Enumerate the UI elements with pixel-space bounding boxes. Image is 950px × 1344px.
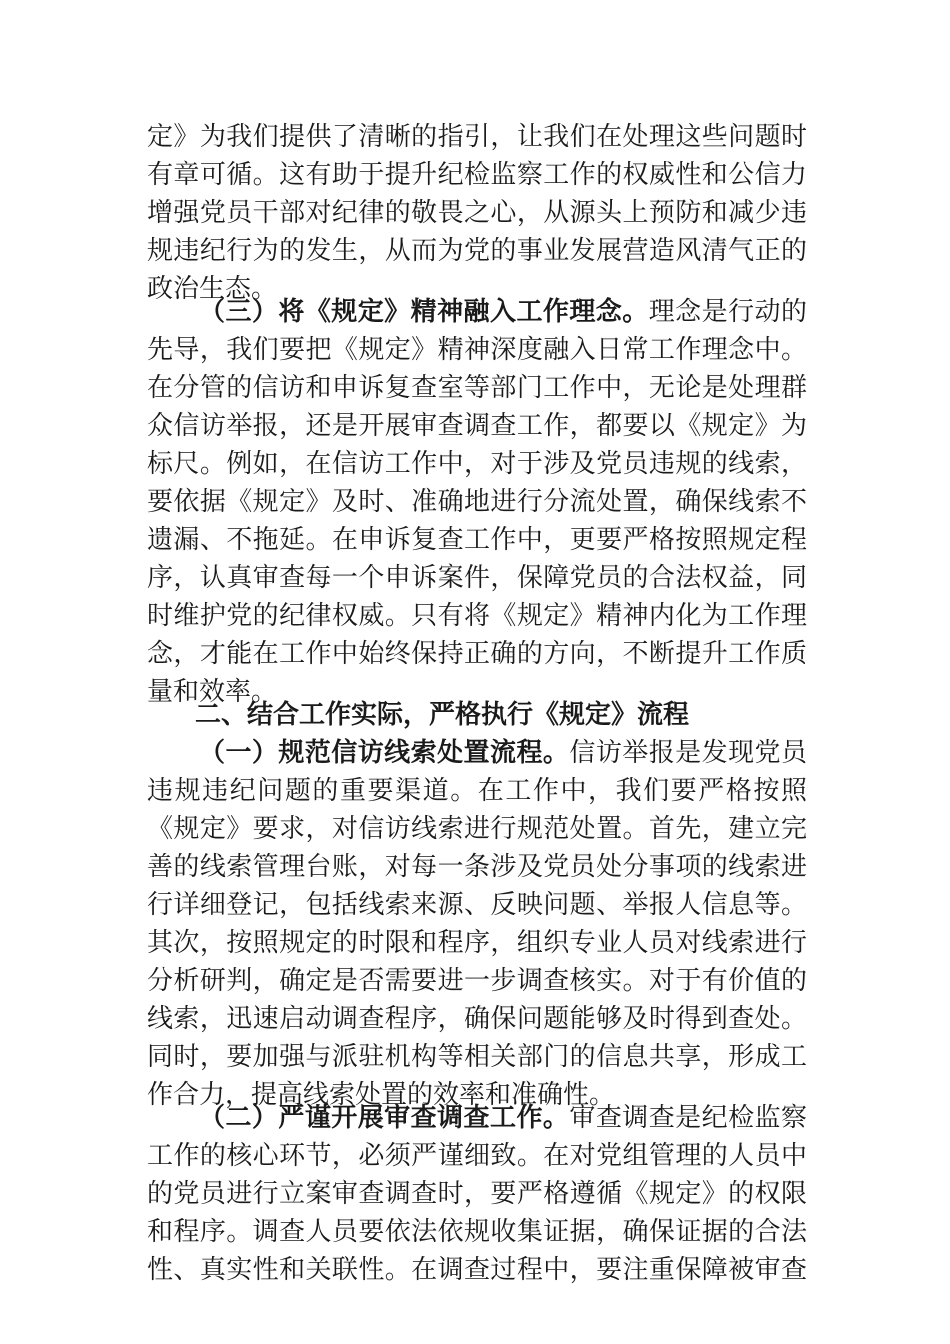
paragraph-line: 性、真实性和关联性。在调查过程中，要注重保障被审查 [147, 1255, 807, 1285]
section-heading: 二、结合工作实际，严格执行《规定》流程 [195, 700, 690, 730]
paragraph-lead: （二）严谨开展审查调查工作。 [199, 1103, 570, 1133]
paragraph-line: 善的线索管理台账，对每一条涉及党员处分事项的线索进 [147, 852, 807, 882]
paragraph-line: 同时，要加强与派驻机构等相关部门的信息共享，形成工 [147, 1042, 807, 1072]
paragraph-line: 序，认真审查每一个申诉案件，保障党员的合法权益，同 [147, 563, 807, 593]
paragraph-line: 工作的核心环节，必须严谨细致。在对党组管理的人员中 [147, 1141, 807, 1171]
paragraph-line: 遗漏、不拖延。在申诉复查工作中，更要严格按照规定程 [147, 525, 807, 555]
paragraph-line: 和程序。调查人员要依法依规收集证据，确保证据的合法 [147, 1217, 807, 1247]
paragraph-line: 先导，我们要把《规定》精神深度融入日常工作理念中。 [147, 335, 807, 365]
paragraph-line: 政治生态。 [147, 274, 278, 304]
paragraph-line: 规违纪行为的发生，从而为党的事业发展营造风清气正的 [147, 236, 807, 266]
paragraph-first-line [199, 1100, 807, 1136]
paragraph-line: 在分管的信访和申诉复查室等部门工作中，无论是处理群 [147, 373, 807, 403]
paragraph-line: 增强党员干部对纪律的敬畏之心，从源头上预防和减少违 [147, 198, 807, 228]
paragraph-line: 行详细登记，包括线索来源、反映问题、举报人信息等。 [147, 890, 807, 920]
paragraph-line: 念，才能在工作中始终保持正确的方向，不断提升工作质 [147, 639, 807, 669]
paragraph-first-rest: 审查调查是纪检监察 [569, 1103, 807, 1133]
paragraph-line: 要依据《规定》及时、准确地进行分流处置，确保线索不 [147, 487, 807, 517]
paragraph-line: 作合力，提高线索处置的效率和准确性。 [147, 1080, 616, 1110]
paragraph-first-line [199, 735, 807, 771]
paragraph-lead: （一）规范信访线索处置流程。 [199, 738, 570, 768]
paragraph-line: 定》为我们提供了清晰的指引，让我们在处理这些问题时 [147, 122, 807, 152]
paragraph-line: 的党员进行立案审查调查时，要严格遵循《规定》的权限 [147, 1179, 807, 1209]
paragraph-line: 其次，按照规定的时限和程序，组织专业人员对线索进行 [147, 928, 807, 958]
paragraph-line: 分析研判，确定是否需要进一步调查核实。对于有价值的 [147, 966, 807, 996]
paragraph-first-rest: 理念是行动的 [648, 297, 807, 327]
paragraph-line: 线索，迅速启动调查程序，确保问题能够及时得到查处。 [147, 1004, 807, 1034]
paragraph-line: 量和效率。 [147, 677, 278, 707]
paragraph-first-rest: 信访举报是发现党员 [569, 738, 807, 768]
paragraph-first-line [199, 294, 807, 330]
paragraph-lead: （三）将《规定》精神融入工作理念。 [199, 297, 649, 327]
paragraph-line: 标尺。例如，在信访工作中，对于涉及党员违规的线索， [147, 449, 807, 479]
paragraph-line: 时维护党的纪律权威。只有将《规定》精神内化为工作理 [147, 601, 807, 631]
paragraph-line: 《规定》要求，对信访线索进行规范处置。首先，建立完 [147, 814, 807, 844]
paragraph-line: 众信访举报，还是开展审查调查工作，都要以《规定》为 [147, 411, 807, 441]
paragraph-line: 有章可循。这有助于提升纪检监察工作的权威性和公信力 [147, 160, 807, 190]
paragraph-line: 违规违纪问题的重要渠道。在工作中，我们要严格按照 [147, 776, 807, 806]
